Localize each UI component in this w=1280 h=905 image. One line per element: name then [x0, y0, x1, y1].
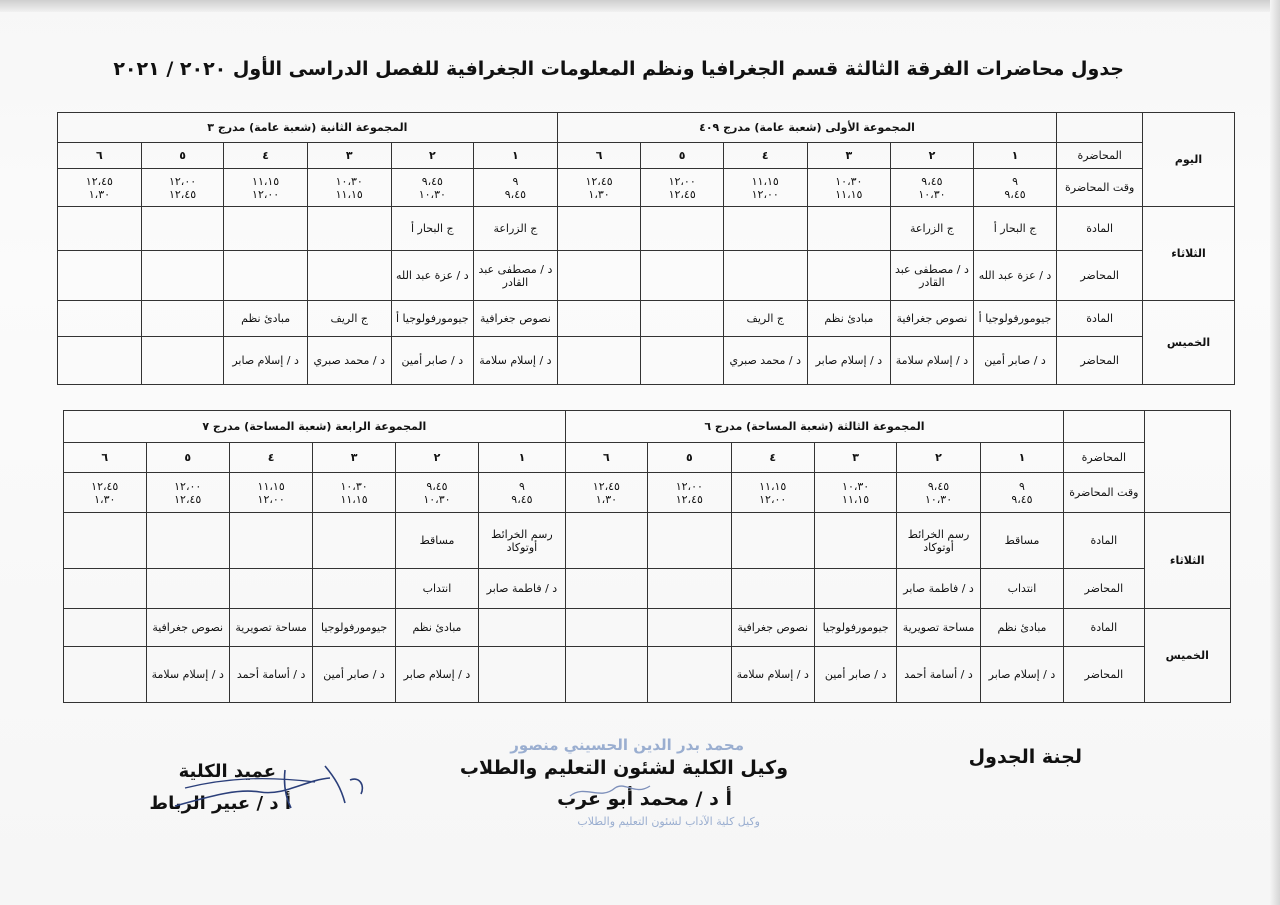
- group-title: المجموعة الثانية (شعبة عامة) مدرج ٣: [58, 113, 558, 143]
- lecturer-cell: د / فاطمة صابر: [479, 569, 566, 609]
- scan-shadow-right: [1270, 0, 1280, 905]
- dean-name: أ د / عبير الرباط: [149, 793, 291, 814]
- subject-cell: مساقط: [980, 513, 1063, 569]
- lecturer-label: المحاضر: [1057, 251, 1143, 301]
- period-number: ٣: [307, 143, 391, 169]
- period-label: المحاضرة: [1057, 143, 1143, 169]
- subject-cell: [146, 513, 229, 569]
- lecturer-cell: [58, 337, 142, 385]
- subject-cell: جيومورفولوجيا: [814, 609, 896, 647]
- lecturer-cell: [229, 569, 312, 609]
- lecturer-cell: د / مصطفى عبد القادر: [474, 251, 558, 301]
- subject-cell: ج البحار أ: [973, 207, 1057, 251]
- period-number: ٤: [723, 143, 807, 169]
- subject-cell: مساحة تصويرية: [897, 609, 980, 647]
- day-header: اليوم: [1143, 113, 1235, 207]
- schedule-table-groups-1-2: [57, 112, 1235, 385]
- subject-cell: [307, 207, 391, 251]
- lecturer-cell: [313, 569, 395, 609]
- lecturer-cell: د / صابر أمين: [391, 337, 474, 385]
- period-number: ٦: [64, 443, 147, 473]
- lecturer-cell: [565, 569, 647, 609]
- period-number: ٢: [891, 143, 974, 169]
- subject-label: المادة: [1057, 207, 1143, 251]
- period-number: ٤: [224, 143, 308, 169]
- time-cell: ١٢،٤٥ ١،٣٠: [565, 473, 647, 513]
- time-cell: ١٢،٠٠ ١٢،٤٥: [141, 169, 224, 207]
- subject-cell: نصوص جغرافية: [146, 609, 229, 647]
- stamp-title: وكيل كلية الآداب لشئون التعليم والطلاب: [577, 815, 760, 828]
- subject-cell: رسم الخرائط أوتوكاد: [479, 513, 566, 569]
- subject-label: المادة: [1064, 609, 1144, 647]
- lecturer-cell: [557, 251, 641, 301]
- subject-cell: نصوص جغرافية: [474, 301, 558, 337]
- lecturer-cell: [565, 647, 647, 703]
- period-number: ١: [973, 143, 1057, 169]
- lecturer-cell: د / فاطمة صابر: [897, 569, 980, 609]
- subject-cell: [731, 513, 814, 569]
- day-header-empty: [1144, 411, 1231, 513]
- lecturer-cell: د / إسلام سلامة: [474, 337, 558, 385]
- subject-cell: [479, 609, 566, 647]
- subject-cell: جيومورفولوجيا أ: [973, 301, 1057, 337]
- lecturer-cell: [814, 569, 896, 609]
- subject-cell: [313, 513, 395, 569]
- subject-cell: [224, 207, 308, 251]
- period-number: ٥: [648, 443, 731, 473]
- vice-dean-title: وكيل الكلية لشئون التعليم والطلاب: [459, 757, 788, 779]
- time-label: وقت المحاضرة: [1057, 169, 1143, 207]
- scan-shadow-top: [0, 0, 1280, 12]
- subject-label: المادة: [1057, 301, 1143, 337]
- subject-cell: [807, 207, 891, 251]
- period-number: ١: [479, 443, 566, 473]
- subject-cell: [814, 513, 896, 569]
- period-number: ٥: [641, 143, 724, 169]
- subject-cell: ج الريف: [307, 301, 391, 337]
- subject-cell: [58, 301, 142, 337]
- lecturer-cell: [641, 337, 724, 385]
- time-cell: ٩،٤٥ ١٠،٣٠: [897, 473, 980, 513]
- period-number: ٦: [58, 143, 142, 169]
- subject-cell: [565, 513, 647, 569]
- lecturer-cell: [807, 251, 891, 301]
- group-title: المجموعة الرابعة (شعبة المساحة) مدرج ٧: [64, 411, 566, 443]
- lecturer-cell: د / إسلام صابر: [224, 337, 308, 385]
- subject-cell: [557, 301, 641, 337]
- subject-cell: مبادئ نظم: [395, 609, 478, 647]
- subject-cell: [648, 609, 731, 647]
- subject-cell: [557, 207, 641, 251]
- lecturer-cell: [648, 569, 731, 609]
- lecturer-cell: [641, 251, 724, 301]
- lecturer-cell: د / صابر أمين: [973, 337, 1057, 385]
- time-cell: ١٢،٤٥ ١،٣٠: [58, 169, 142, 207]
- subject-label: المادة: [1064, 513, 1144, 569]
- lecturer-cell: [58, 251, 142, 301]
- lecturer-cell: د / مصطفى عبد القادر: [891, 251, 974, 301]
- day-name: الثلاثاء: [1144, 513, 1231, 609]
- subject-cell: مبادئ نظم: [224, 301, 308, 337]
- lecturer-cell: [648, 647, 731, 703]
- lecturer-cell: د / عزة عبد الله: [973, 251, 1057, 301]
- lecturer-label: المحاضر: [1064, 647, 1144, 703]
- time-cell: ١١،١٥ ١٢،٠٠: [723, 169, 807, 207]
- lecturer-cell: د / أسامة أحمد: [229, 647, 312, 703]
- period-number: ٥: [141, 143, 224, 169]
- time-cell: ٩ ٩،٤٥: [973, 169, 1057, 207]
- period-number: ١: [474, 143, 558, 169]
- dean-title: عميد الكلية: [178, 761, 276, 782]
- period-number: ٢: [897, 443, 980, 473]
- subject-cell: [58, 207, 142, 251]
- lecturer-cell: [557, 337, 641, 385]
- subject-cell: [229, 513, 312, 569]
- time-cell: ٩،٤٥ ١٠،٣٠: [395, 473, 478, 513]
- lecturer-cell: [479, 647, 566, 703]
- period-number: ٤: [731, 443, 814, 473]
- lecturer-cell: د / إسلام صابر: [807, 337, 891, 385]
- schedule-table-groups-3-4: [63, 410, 1231, 703]
- corner-cell: [1057, 113, 1143, 143]
- lecturer-cell: د / أسامة أحمد: [897, 647, 980, 703]
- subject-cell: [565, 609, 647, 647]
- period-number: ٤: [229, 443, 312, 473]
- period-label: المحاضرة: [1064, 443, 1144, 473]
- subject-cell: [723, 207, 807, 251]
- time-cell: ٩،٤٥ ١٠،٣٠: [391, 169, 474, 207]
- lecturer-cell: د / محمد صبري: [307, 337, 391, 385]
- lecturer-cell: د / إسلام سلامة: [146, 647, 229, 703]
- subject-cell: نصوص جغرافية: [891, 301, 974, 337]
- time-cell: ١٢،٤٥ ١،٣٠: [64, 473, 147, 513]
- lecturer-cell: د / إسلام سلامة: [731, 647, 814, 703]
- time-cell: ١٢،٠٠ ١٢،٤٥: [146, 473, 229, 513]
- lecturer-cell: انتداب: [395, 569, 478, 609]
- lecturer-cell: د / إسلام صابر: [395, 647, 478, 703]
- lecturer-cell: [224, 251, 308, 301]
- subject-cell: مبادئ نظم: [807, 301, 891, 337]
- time-cell: ١١،١٥ ١٢،٠٠: [224, 169, 308, 207]
- lecturer-cell: [141, 251, 224, 301]
- period-number: ٣: [814, 443, 896, 473]
- time-cell: ٩ ٩،٤٥: [479, 473, 566, 513]
- lecturer-cell: [307, 251, 391, 301]
- lecturer-cell: د / إسلام سلامة: [891, 337, 974, 385]
- period-number: ٢: [395, 443, 478, 473]
- document-title: جدول محاضرات الفرقة الثالثة قسم الجغرافيا ونظم المعلومات الجغرافية للفصل الدراسى الأول ٢٠٢٠ / ٢٠٢١: [113, 58, 1124, 80]
- period-number: ٦: [557, 143, 641, 169]
- vice-dean-name: أ د / محمد أبو عرب: [557, 788, 732, 810]
- subject-cell: ج البحار أ: [391, 207, 474, 251]
- subject-cell: جيومورفولوجيا أ: [391, 301, 474, 337]
- time-cell: ١٢،٤٥ ١،٣٠: [557, 169, 641, 207]
- group-title: المجموعة الأولى (شعبة عامة) مدرج ٤٠٩: [557, 113, 1057, 143]
- period-number: ٣: [807, 143, 891, 169]
- lecturer-label: المحاضر: [1057, 337, 1143, 385]
- subject-cell: مساقط: [395, 513, 478, 569]
- lecturer-cell: د / صابر أمين: [313, 647, 395, 703]
- time-cell: ٩ ٩،٤٥: [474, 169, 558, 207]
- lecturer-cell: د / عزة عبد الله: [391, 251, 474, 301]
- day-name: الثلاثاء: [1143, 207, 1235, 301]
- lecturer-cell: د / صابر أمين: [814, 647, 896, 703]
- corner-cell: [1064, 411, 1144, 443]
- time-label: وقت المحاضرة: [1064, 473, 1144, 513]
- lecturer-cell: [146, 569, 229, 609]
- lecturer-cell: [141, 337, 224, 385]
- subject-cell: [641, 207, 724, 251]
- subject-cell: [141, 207, 224, 251]
- time-cell: ٩،٤٥ ١٠،٣٠: [891, 169, 974, 207]
- lecturer-label: المحاضر: [1064, 569, 1144, 609]
- period-number: ٥: [146, 443, 229, 473]
- lecturer-cell: د / إسلام صابر: [980, 647, 1063, 703]
- subject-cell: [64, 609, 147, 647]
- period-number: ٣: [313, 443, 395, 473]
- handwritten-signature: [165, 758, 375, 818]
- subject-cell: ج الزراعة: [474, 207, 558, 251]
- time-cell: ١٠،٣٠ ١١،١٥: [807, 169, 891, 207]
- subject-cell: نصوص جغرافية: [731, 609, 814, 647]
- subject-cell: رسم الخرائط أوتوكاد: [897, 513, 980, 569]
- period-number: ١: [980, 443, 1063, 473]
- vice-signature: [565, 776, 655, 806]
- time-cell: ١٢،٠٠ ١٢،٤٥: [648, 473, 731, 513]
- subject-cell: ج الريف: [723, 301, 807, 337]
- day-name: الخميس: [1144, 609, 1231, 703]
- lecturer-cell: [64, 647, 147, 703]
- stamp-name: محمد بدر الدين الحسيني منصور: [510, 736, 744, 754]
- group-title: المجموعة الثالثة (شعبة المساحة) مدرج ٦: [565, 411, 1064, 443]
- subject-cell: مساحة تصويرية: [229, 609, 312, 647]
- lecturer-cell: [731, 569, 814, 609]
- day-name: الخميس: [1143, 301, 1235, 385]
- time-cell: ١٢،٠٠ ١٢،٤٥: [641, 169, 724, 207]
- subject-cell: [641, 301, 724, 337]
- period-number: ٢: [391, 143, 474, 169]
- subject-cell: ج الزراعة: [891, 207, 974, 251]
- subject-cell: [141, 301, 224, 337]
- lecturer-cell: [64, 569, 147, 609]
- committee-label: لجنة الجدول: [968, 746, 1082, 768]
- time-cell: ١٠،٣٠ ١١،١٥: [814, 473, 896, 513]
- subject-cell: [648, 513, 731, 569]
- time-cell: ١٠،٣٠ ١١،١٥: [307, 169, 391, 207]
- subject-cell: جيومورفولوجيا: [313, 609, 395, 647]
- lecturer-cell: [723, 251, 807, 301]
- time-cell: ١١،١٥ ١٢،٠٠: [229, 473, 312, 513]
- period-number: ٦: [565, 443, 647, 473]
- subject-cell: [64, 513, 147, 569]
- lecturer-cell: انتداب: [980, 569, 1063, 609]
- time-cell: ١٠،٣٠ ١١،١٥: [313, 473, 395, 513]
- time-cell: ٩ ٩،٤٥: [980, 473, 1063, 513]
- lecturer-cell: د / محمد صبري: [723, 337, 807, 385]
- time-cell: ١١،١٥ ١٢،٠٠: [731, 473, 814, 513]
- subject-cell: مبادئ نظم: [980, 609, 1063, 647]
